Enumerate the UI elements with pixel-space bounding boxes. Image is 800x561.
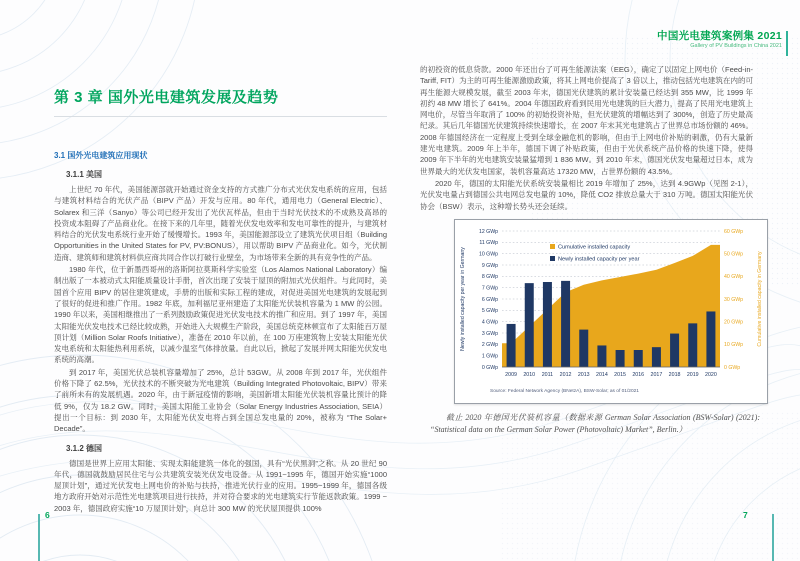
page-number-right: 7	[743, 510, 748, 520]
book-subtitle: Gallery of PV Buildings in China 2021	[690, 43, 782, 50]
svg-text:40 GWp: 40 GWp	[724, 274, 744, 281]
figure-chart-frame	[454, 219, 768, 404]
svg-text:6 GWp: 6 GWp	[481, 296, 498, 303]
title-divider	[54, 116, 387, 117]
figure-caption: 截止 2020 年德国光伏装机容量（数据来源 German Solar Association (BSW-Solar) (2021): “Statistical data on the German Solar Power (Photovoltaic) Market”, Berlin.）	[430, 412, 760, 435]
svg-text:20 GWp: 20 GWp	[724, 319, 744, 326]
svg-text:2010: 2010	[523, 371, 536, 378]
svg-text:60 GWp: 60 GWp	[724, 228, 744, 235]
page-number-rule-right	[772, 514, 774, 561]
svg-text:8 GWp: 8 GWp	[481, 274, 498, 281]
paragraph: 1980 年代，位于新墨西哥州的洛斯阿拉莫斯科学实验室（Los Alamos National Laboratory）编制出版了一本被动式太阳能质量设计手册，首次出现了安装于屋顶的附加式光伏组件。与此同时，美国首个应用 BIPV 的居住建筑建成，手册的出版和实际工程的建成，对促进美国光电建筑的发展起到了很好的促进和推广作用。1982 年底，加利福尼亚州建造了太阳能光伏装机容量为 1 MW 的公园。1990 年以来，美国相继推出了一系列鼓励政策促进光伏发电技术的推广和应用。到了 1997 年，美国太阳能光伏发电技术已经比较成熟，开始进入大规模生产阶段，美国总统克林顿宣布了太阳能百万屋顶计划（Million Solar Roofs Initiative），准备在 2010 年以前，在 100 万座建筑物上安装太阳能光伏发电系统和太阳能热利用系统，以减少温室气体排放量。自此以后，掀起了发展并网太阳能光伏发电系统的高潮。	[54, 265, 387, 365]
svg-text:5 GWp: 5 GWp	[481, 308, 498, 315]
paragraph: 2020 年，德国的太阳能光伏系统安装量相比 2019 年增加了 25%，达到 4.9GWp（见图 2-1），光伏发电量占到德国公共电网总发电量的 10%，降低 CO2 排放总量大于 310 万吨。德国太阳能光伏协会（BSW）表示，这种增长势头还会延续。	[420, 178, 753, 211]
header-accent-bar	[786, 31, 788, 56]
svg-text:0 GWp: 0 GWp	[481, 364, 498, 371]
section-heading: 3.1 国外光电建筑应用现状	[54, 151, 148, 160]
page-header	[657, 30, 782, 49]
svg-text:9 GWp: 9 GWp	[481, 262, 498, 269]
svg-text:2 GWp: 2 GWp	[481, 342, 498, 349]
svg-text:3 GWp: 3 GWp	[481, 330, 498, 337]
page-number-left: 6	[45, 510, 50, 520]
us-paragraphs	[54, 184, 387, 435]
svg-text:2019: 2019	[686, 371, 699, 378]
svg-text:0 GWp: 0 GWp	[724, 364, 741, 371]
svg-text:2020: 2020	[705, 371, 717, 378]
svg-text:1 GWp: 1 GWp	[481, 353, 498, 360]
svg-text:7 GWp: 7 GWp	[481, 285, 498, 292]
svg-text:2018: 2018	[668, 371, 681, 378]
svg-text:Cumulative installed capacity: Cumulative installed capacity	[558, 244, 631, 251]
svg-text:4 GWp: 4 GWp	[481, 319, 498, 326]
svg-text:2013: 2013	[577, 371, 590, 378]
svg-text:Source: Federal Network Agency: Source: Federal Network Agency (BNetzA), BSW-Solar; as of 01/2021	[490, 388, 639, 394]
book-title: 中国光电建筑案例集 2021	[657, 30, 782, 42]
svg-text:2016: 2016	[632, 371, 645, 378]
svg-text:10 GWp: 10 GWp	[724, 342, 744, 349]
chart-svg	[456, 221, 766, 397]
svg-text:2009: 2009	[505, 371, 517, 378]
svg-text:50 GWp: 50 GWp	[724, 251, 744, 258]
svg-text:10 GWp: 10 GWp	[478, 251, 498, 258]
svg-text:Newly installed capacity per y: Newly installed capacity per year in Germany	[460, 246, 466, 351]
svg-text:Newly installed capacity per y: Newly installed capacity per year	[558, 256, 640, 263]
paragraph: 上世纪 70 年代，美国能源部就开始通过资金支持的方式推广分布式光伏发电系统的应用，包括与建筑材料结合的光伏产品（BIPV 产品）开发与应用。80 年代，通用电力（General Electric）、Solarex 和三洋（Sanyo）等公司已经开发出了光伏瓦样品，但由于当时光伏技术的不成熟及高昂的投资成本阻碍了产品商业化。在接下来的几年里，随着光伏发电效率和发电可靠性的提升，与建筑材料结合的光伏发电系统行业开始了缓慢增长。1993 年，美国能源部设立了建筑光伏项目组（Building Opportunities in the United States for PV, PV:BONUS），用以帮助 BIPV 产品商业化。如今，光伏制造商、建筑师和建筑材料供应商共同合作以打破行业壁垒，为市场带来全新的具有竞争性的产品。	[54, 185, 387, 262]
svg-text:2011: 2011	[541, 371, 554, 378]
paragraph: 德国是世界上应用太阳能、实现太阳能建筑一体化的强国，具有“光伏黑洞”之称。从 20 世纪 90 年代，德国就鼓励居民住宅与公共建筑安装光伏发电设备。从 1991~1995 年，德国开始实施“1000 屋顶计划”，通过光伏发电上网电价的补贴与扶持，推进光伏行业的应用。1995~1999 年，德国各级地方政府开始对示范性光电建筑项目进行扶持，并对符合要求的光电建筑实行节能返款政策。1999 ~ 2003 年，德国政府实施“10 万屋顶计划”，向总计 300 MW 的光伏屋顶提供 100%	[54, 458, 387, 513]
svg-text:2017: 2017	[650, 371, 663, 378]
de-paragraphs	[54, 458, 387, 514]
paragraph: 到 2017 年，美国光伏总装机容量增加了 25%，总计 53GW。从 2008 年到 2017 年，光伏组件价格下降了 62.5%，光伏技术的不断突破为光电建筑（Building Integrated Photovoltaic, BIPV）带来了前所未有的发展机遇。2020 年，由于新冠疫情的影响，美国新增太阳能光伏装机容量比预计的降低 9%，仅为 18.2 GW。同时，美国太阳能工业协会（Solar Energy Industries Association, SEIA）提出一个目标：到 2030 年，太阳能光伏发电将占到全国总发电量的 20%，被称为 “The Solar+ Decade”。	[54, 367, 387, 434]
paragraph: 的初投资的低息贷款。2000 年还出台了可再生能源法案（EEG），确定了以固定上网电价（Feed-in-Tariff, FIT）为主的可再生能源激励政策，将其上网电价提高了 3 倍以上，推动包括光电建筑在内的可再生能源大规模发展，截至 2003 年末，德国光伏建筑的累计安装量已经达到 355 MW，比 1999 年初约 48 MW 增长了 641%。2004 年德国政府看到民用光电建筑的巨大潜力，提高了民用光电建筑上网电价，尽管当年取消了 100% 的初始投资补贴，但光伏建筑的增幅达到了 300%，创造了历史最高纪录。其后几年德国光伏建筑持续快速增长，在 2007 年末其光电建筑占了世界总市场份额的 46%。2008 年德国经济在一定程度上受到全球金融危机的影响，但由于上网电价补贴的刺激，仍有大量新建光电建筑。2009 年上半年，德国下调了补贴政策，但由于光伏系统产品价格的快速下降，使得 2009 年下半年的光电建筑安装量猛增到 1 836 MW。到 2010 年末，德国光伏发电量超过日本，成为世界最大的光伏发电国家，装机容量高达 17320 MW，占世界份额的 43.5%。	[420, 65, 753, 176]
svg-text:12 GWp: 12 GWp	[478, 228, 498, 235]
germany-pv-capacity-chart	[456, 221, 766, 402]
page-number-rule-left	[38, 514, 40, 561]
svg-text:30 GWp: 30 GWp	[724, 296, 744, 303]
right-page	[420, 60, 763, 437]
chapter-title: 第 3 章 国外光电建筑发展及趋势	[54, 89, 279, 106]
svg-text:2012: 2012	[559, 371, 572, 378]
germany-paragraphs	[420, 64, 753, 212]
svg-text:Cumulative installed capacity: Cumulative installed capacity in Germany	[757, 251, 763, 347]
subsection-heading-us: 3.1.1 美国	[66, 170, 103, 179]
subsection-heading-de: 3.1.2 德国	[66, 443, 103, 453]
left-page	[54, 86, 387, 515]
svg-text:2015: 2015	[614, 371, 626, 378]
svg-text:2014: 2014	[596, 371, 608, 378]
svg-text:11 GWp: 11 GWp	[479, 240, 498, 247]
